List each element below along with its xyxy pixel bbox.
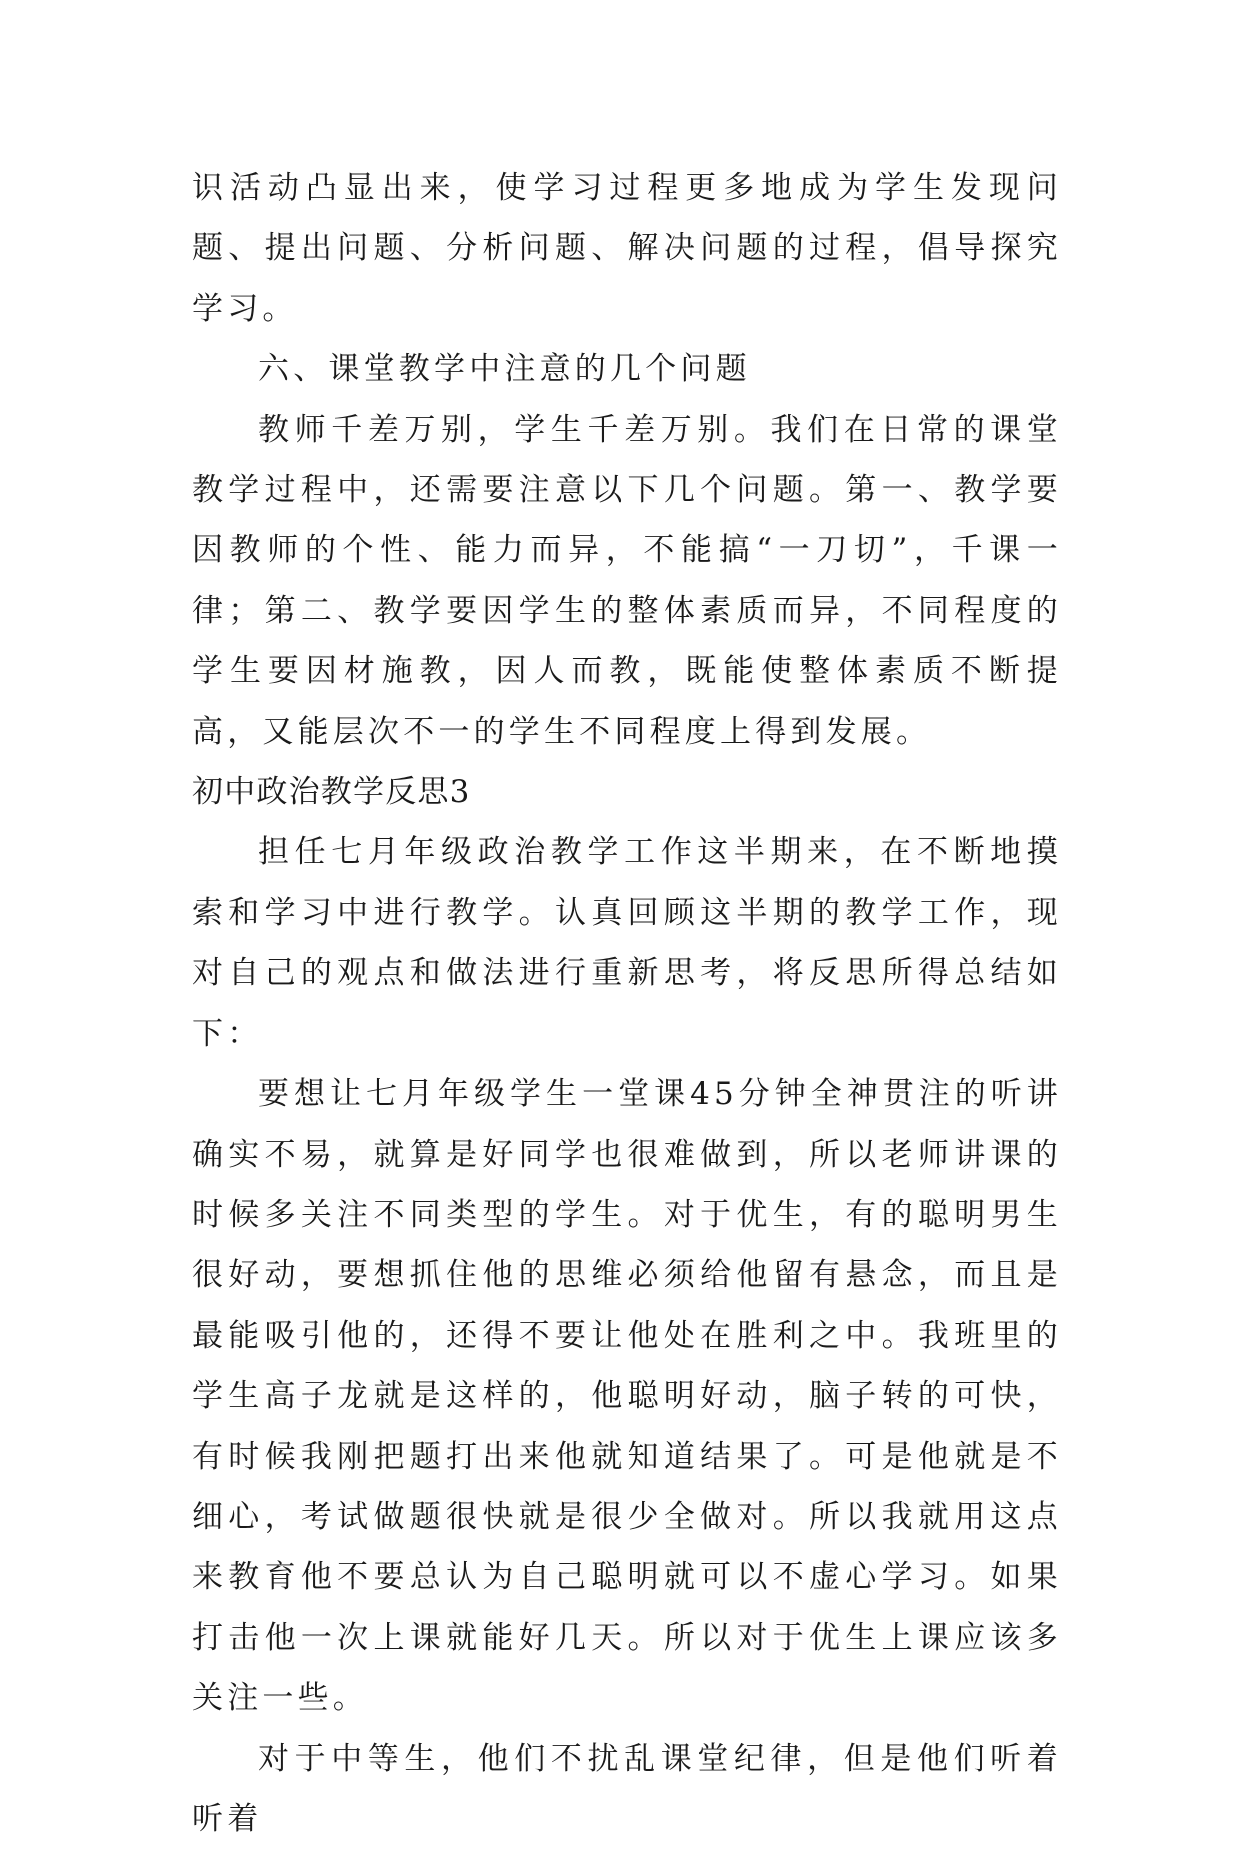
paragraph-continuation: 识活动凸显出来，使学习过程更多地成为学生发现问题、提出问题、分析问题、解决问题的过程，倡导探究学习。 xyxy=(192,170,1062,327)
paragraph-intro: 担任七月年级政治教学工作这半期来，在不断地摸索和学习中进行教学。认真回顾这半期的教学工作，现对自己的观点和做法进行重新思考，将反思所得总结如下： xyxy=(192,834,1062,1052)
document-body xyxy=(192,158,1062,1849)
paragraph-middle-students: 对于中等生，他们不扰乱课堂纪律，但是他们听着听着 xyxy=(192,1740,1062,1837)
document-title: 初中政治教学反思3 xyxy=(192,774,471,811)
paragraph-teachers-differences: 教师千差万别，学生千差万别。我们在日常的课堂教学过程中，还需要注意以下几个问题。第一、教学要因教师的个性、能力而异，不能搞“一刀切”，千课一律；第二、教学要因学生的整体素质而异，不同程度的学生要因材施教，因人而教，既能使整体素质不断提高，又能层次不一的学生不同程度上得到发展。 xyxy=(192,411,1062,750)
section-heading-six: 六、课堂教学中注意的几个问题 xyxy=(258,351,751,388)
paragraph-attention: 要想让七月年级学生一堂课45分钟全神贯注的听讲确实不易，就算是好同学也很难做到，所以老师讲课的时候多关注不同类型的学生。对于优生，有的聪明男生很好动，要想抓住他的思维必须给他留有悬念，而且是最能吸引他的，还得不要让他处在胜利之中。我班里的学生高子龙就是这样的，他聪明好动，脑子转的可快，有时候我刚把题打出来他就知道结果了。可是他就是不细心，考试做题很快就是很少全做对。所以我就用这点来教育他不要总认为自己聪明就可以不虚心学习。如果打击他一次上课就能好几天。所以对于优生上课应该多关注一些。 xyxy=(192,1076,1062,1717)
